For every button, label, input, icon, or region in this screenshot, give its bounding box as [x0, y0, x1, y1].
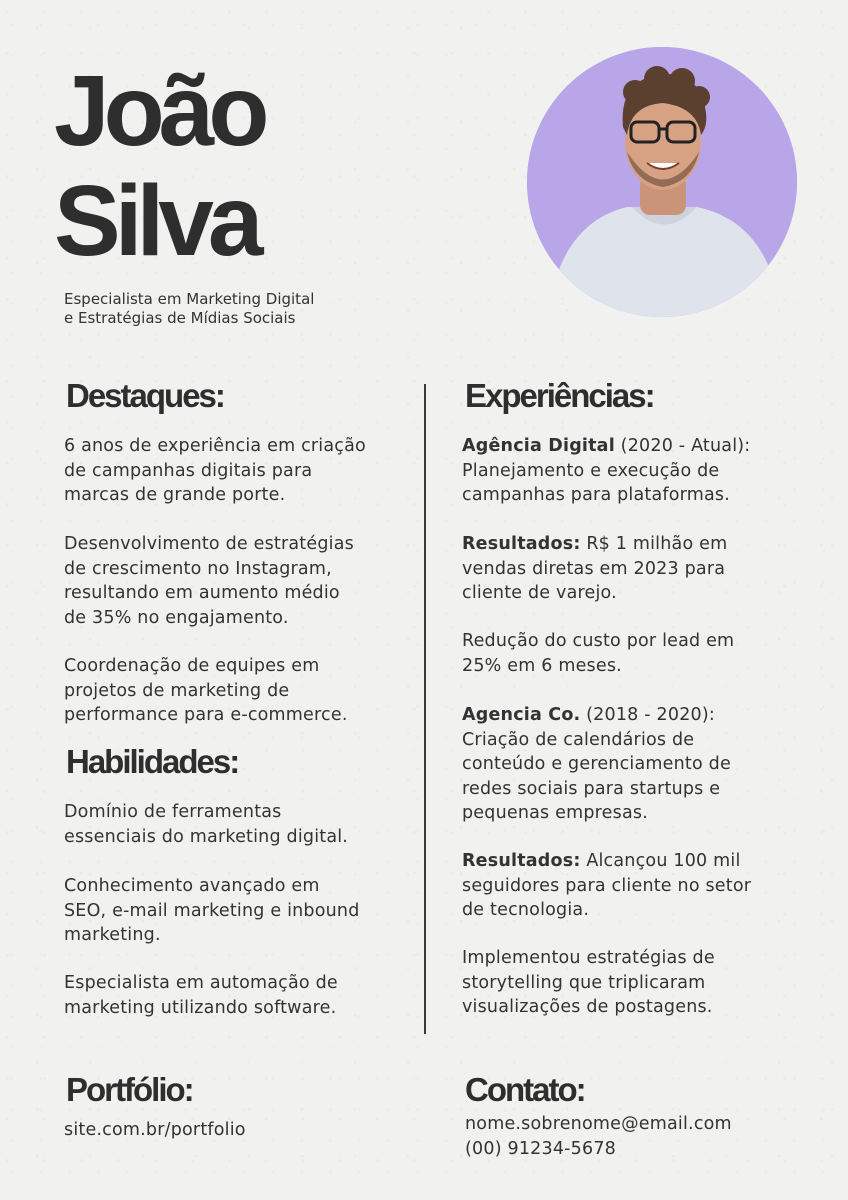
- text-line: Planejamento e execução de: [462, 460, 720, 481]
- text-line: [462, 532, 727, 557]
- text-line: resultando em aumento médio: [64, 583, 340, 603]
- text-line: conteúdo e gerenciamento de: [462, 754, 731, 774]
- email-link[interactable]: nome.sobrenome@email.com: [465, 1114, 732, 1134]
- subtitle-line: e Estratégias de Mídias Sociais: [64, 309, 296, 327]
- text-line: de campanhas digitais para: [64, 460, 313, 481]
- text-line: [462, 434, 750, 459]
- heading-habilidades: Habilidades:: [66, 743, 239, 780]
- text-line: Domínio de ferramentas: [64, 802, 282, 822]
- heading-experiencias: Experiências:: [465, 377, 654, 414]
- person-avatar-icon: [527, 47, 797, 317]
- period: (2018 - 2020):: [580, 705, 716, 725]
- portfolio-link[interactable]: site.com.br/portfolio: [64, 1120, 246, 1140]
- text-line: marketing.: [64, 925, 161, 945]
- heading-destaques: Destaques:: [66, 377, 224, 414]
- first-name: João: [54, 55, 264, 167]
- results-text: R$ 1 milhão em: [580, 534, 728, 554]
- period: (2020 - Atual):: [614, 436, 751, 456]
- heading-portfolio: Portfólio:: [66, 1071, 193, 1108]
- text-line: Redução do custo por lead em: [462, 631, 735, 651]
- company-name: Agencia Co.: [462, 705, 581, 725]
- highlight-item: [64, 654, 348, 728]
- subtitle-line: Especialista em Marketing Digital: [64, 290, 315, 308]
- text-line: Especialista em automação de: [64, 973, 338, 993]
- text-line: marketing utilizando software.: [64, 997, 337, 1018]
- skill-item: [64, 971, 338, 1020]
- text-line: Coordenação de equipes em: [64, 656, 320, 676]
- text-line: essenciais do marketing digital.: [64, 826, 349, 847]
- text-line: de tecnologia.: [462, 900, 590, 920]
- experience-extra: [462, 946, 715, 1020]
- experience-item: [462, 703, 731, 826]
- text-line: de crescimento no Instagram,: [64, 558, 332, 579]
- text-line: pequenas empresas.: [462, 803, 648, 823]
- text-line: SEO, e-mail marketing e inbound: [64, 900, 360, 921]
- text-line: redes sociais para startups e: [462, 778, 721, 799]
- phone-number[interactable]: (00) 91234-5678: [465, 1138, 617, 1159]
- text-line: cliente de varejo.: [462, 583, 617, 603]
- column-divider: [424, 384, 426, 1034]
- text-line: 6 anos de experiência em criação: [64, 436, 366, 456]
- text-line: Desenvolvimento de estratégias: [64, 534, 354, 554]
- highlight-item: [64, 532, 354, 630]
- text-line: visualizações de postagens.: [462, 997, 713, 1017]
- results-item: [462, 849, 751, 923]
- text-line: seguidores para cliente no setor: [462, 875, 752, 896]
- skill-item: [64, 874, 360, 948]
- text-line: projetos de marketing de: [64, 680, 290, 701]
- text-line: 25% em 6 meses.: [462, 655, 622, 676]
- results-label: Resultados:: [462, 851, 581, 871]
- contact-info: [465, 1112, 732, 1161]
- text-line: de 35% no engajamento.: [64, 607, 289, 628]
- experience-extra: [462, 629, 734, 678]
- text-line: marcas de grande porte.: [64, 485, 286, 505]
- last-name: Silva: [54, 165, 258, 277]
- results-text: Alcançou 100 mil: [580, 851, 741, 871]
- text-line: performance para e-commerce.: [64, 705, 348, 725]
- text-line: Implementou estratégias de: [462, 948, 715, 968]
- text-line: vendas diretas em 2023 para: [462, 558, 726, 579]
- name-title: [54, 56, 263, 276]
- text-line: [462, 703, 731, 728]
- experience-item: [462, 434, 750, 508]
- skill-item: [64, 800, 348, 849]
- text-line: Criação de calendários de: [462, 729, 695, 750]
- heading-contato: Contato:: [465, 1071, 585, 1108]
- job-subtitle: [64, 290, 314, 328]
- results-item: [462, 532, 727, 606]
- highlight-item: [64, 434, 366, 508]
- company-name: Agência Digital: [462, 436, 615, 456]
- text-line: Conhecimento avançado em: [64, 876, 320, 896]
- text-line: [462, 849, 751, 874]
- text-line: campanhas para plataformas.: [462, 485, 731, 505]
- text-line: storytelling que triplicaram: [462, 972, 706, 993]
- profile-photo: [527, 47, 797, 317]
- results-label: Resultados:: [462, 534, 581, 554]
